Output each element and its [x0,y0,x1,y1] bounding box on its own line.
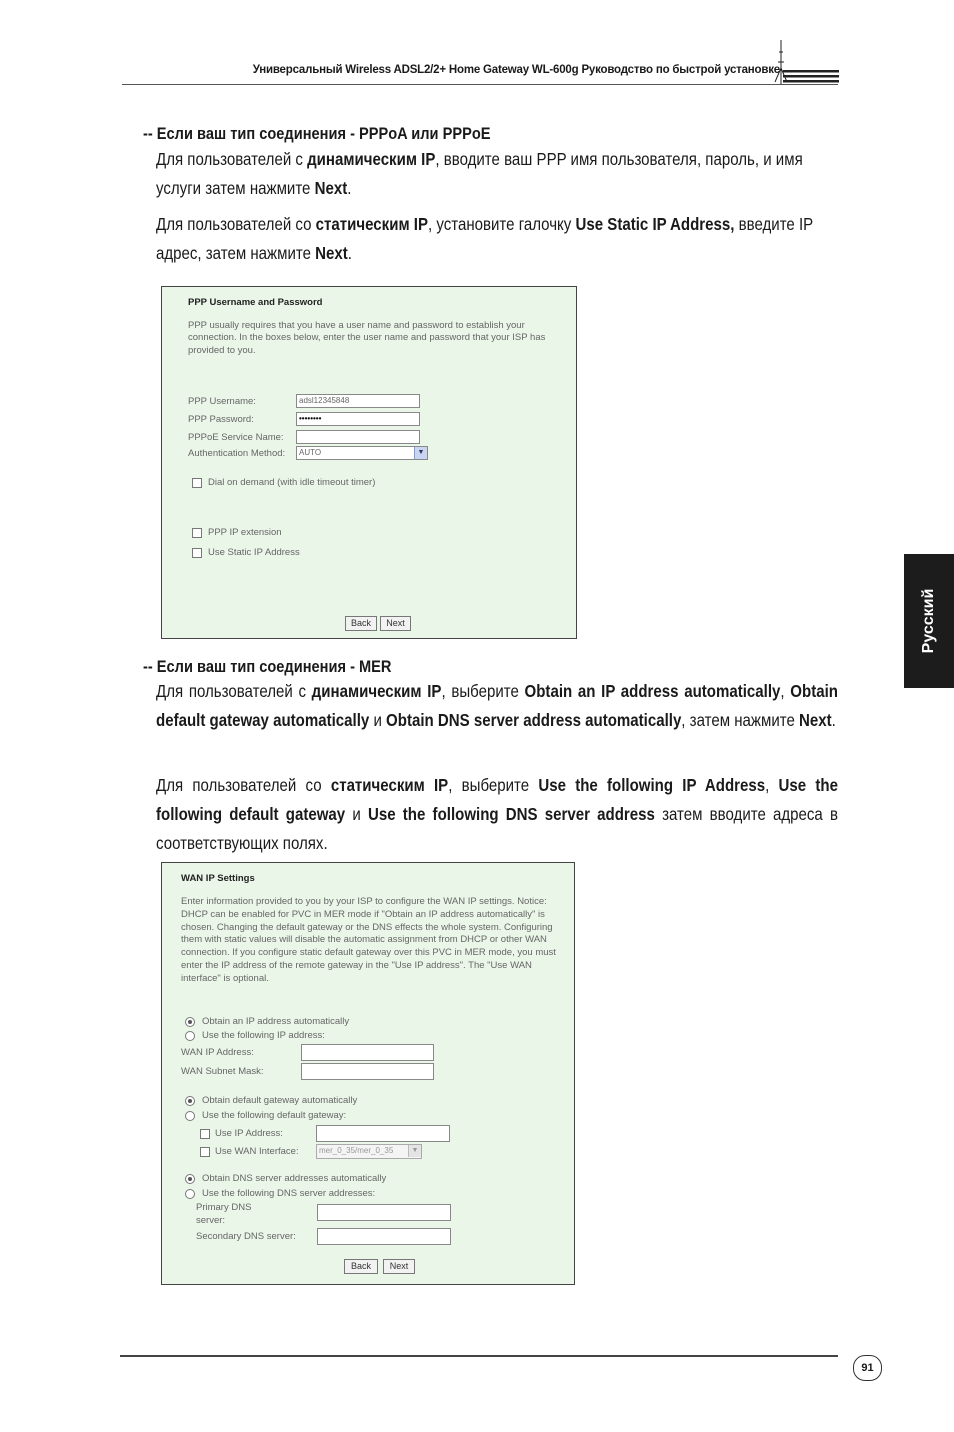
primary-dns-label-2: server: [196,1215,226,1226]
wan-next-button[interactable]: Next [383,1259,415,1274]
obtain-gateway-label: Obtain default gateway automatically [202,1095,358,1106]
dial-on-demand-label: Dial on demand (with idle timeout timer) [208,477,376,488]
page-number: 91 [853,1355,882,1381]
wan-ip-address-input[interactable] [301,1044,434,1061]
ppp-password-input[interactable]: •••••••• [296,412,420,426]
header-rule [122,84,838,85]
wan-ip-address-label: WAN IP Address: [181,1047,254,1058]
wan-subnet-mask-input[interactable] [301,1063,434,1080]
wan-interface-value: mer_0_35/mer_0_35 [319,1146,394,1155]
use-dns-label: Use the following DNS server addresses: [202,1188,376,1199]
wan-back-button[interactable]: Back [344,1259,378,1274]
ppp-settings-screenshot [161,286,577,639]
use-gateway-label: Use the following default gateway: [202,1110,347,1121]
use-gateway-radio[interactable] [185,1111,195,1121]
obtain-dns-radio[interactable] [185,1174,195,1184]
dial-on-demand-checkbox[interactable] [192,478,202,488]
chevron-down-icon: ▼ [408,1145,421,1157]
obtain-ip-radio[interactable] [185,1017,195,1027]
use-dns-radio[interactable] [185,1189,195,1199]
ppp-next-button[interactable]: Next [380,616,411,631]
side-tab-label: Русский [920,588,937,654]
footer-rule [120,1355,838,1357]
antenna-logo-icon [771,38,839,86]
pppoe-service-input[interactable] [296,430,420,444]
section-title-pppoa: -- Если ваш тип соединения - PPPoA или PPPoE [143,124,491,143]
paragraph-pppoe-dynamic: Для пользователей с динамическим IP, вводите ваш PPP имя пользователя, пароль, и имя услуги затем нажмите Next. [156,149,803,198]
obtain-dns-label: Obtain DNS server addresses automatically [202,1173,387,1184]
use-ip-address-label: Use IP Address: [215,1128,283,1139]
primary-dns-label: Primary DNS [196,1202,252,1213]
obtain-gateway-radio[interactable] [185,1096,195,1106]
ppp-ip-extension-checkbox[interactable] [192,528,202,538]
paragraph-pppoe-static: Для пользователей со статическим IP, установите галочку Use Static IP Address, введите IP адрес, затем нажмите Next. [156,214,813,263]
wan-screen-description: Enter information provided to you by your ISP to configure the WAN IP settings. Notice: DHCP can be enabled for PVC in MER mode if "Obtain an IP address automatically" is chosen. Changing the default gateway or the DNS effects the whole system. Configuring them with static values will disable the automatic assignment from DHCP or other WAN connection. If you configure static default gateway over this PVC in MER mode, you must enter the IP address of the remote gateway in the "Use IP address". The "Use WAN interface" is optional. [181,896,556,984]
auth-method-value: AUTO [299,448,322,457]
use-static-ip-label: Use Static IP Address [208,547,300,558]
paragraph-mer-dynamic: Для пользователей с динамическим IP, выберите Obtain an IP address automatically, Obtain default gateway automatically и Obtain DNS server address automatically, затем нажмите Next. [156,681,838,730]
use-static-ip-checkbox[interactable] [192,548,202,558]
wan-interface-select[interactable] [316,1144,422,1159]
use-wan-interface-label: Use WAN Interface: [215,1146,299,1157]
gateway-ip-input[interactable] [316,1125,450,1142]
use-ip-radio[interactable] [185,1031,195,1041]
language-side-tab [904,554,954,688]
ppp-username-input[interactable]: adsl12345848 [296,394,420,408]
secondary-dns-label: Secondary DNS server: [196,1231,296,1242]
wan-screen-title: WAN IP Settings [181,873,255,884]
obtain-ip-label: Obtain an IP address automatically [202,1016,350,1027]
chevron-down-icon: ▼ [414,447,427,459]
wan-subnet-mask-label: WAN Subnet Mask: [181,1066,264,1077]
ppp-ip-extension-label: PPP IP extension [208,527,282,538]
use-wan-interface-checkbox[interactable] [200,1147,210,1157]
ppp-username-label: PPP Username: [188,396,256,407]
ppp-screen-title: PPP Username and Password [188,297,323,308]
ppp-back-button[interactable]: Back [345,616,377,631]
paragraph-mer-static: Для пользователей со статическим IP, выберите Use the following IP Address, Use the following default gateway и Use the following DNS server address затем вводите адреса в соответствующих полях. [156,775,839,853]
secondary-dns-input[interactable] [317,1228,451,1245]
ppp-password-label: PPP Password: [188,414,254,425]
wan-ip-settings-screenshot [161,862,575,1285]
primary-dns-input[interactable] [317,1204,451,1221]
ppp-screen-description: PPP usually requires that you have a user name and password to establish your connection. In the boxes below, enter the user name and password that your ISP has provided to you. [188,320,546,356]
use-ip-address-checkbox[interactable] [200,1129,210,1139]
use-ip-label: Use the following IP address: [202,1030,325,1041]
auth-method-select[interactable] [296,446,428,460]
pppoe-service-label: PPPoE Service Name: [188,432,284,443]
running-header: Универсальный Wireless ADSL2/2+ Home Gateway WL-600g Руководство по быстрой установке [252,64,780,76]
auth-method-label: Authentication Method: [188,448,286,459]
section-title-mer: -- Если ваш тип соединения - MER [143,657,392,676]
